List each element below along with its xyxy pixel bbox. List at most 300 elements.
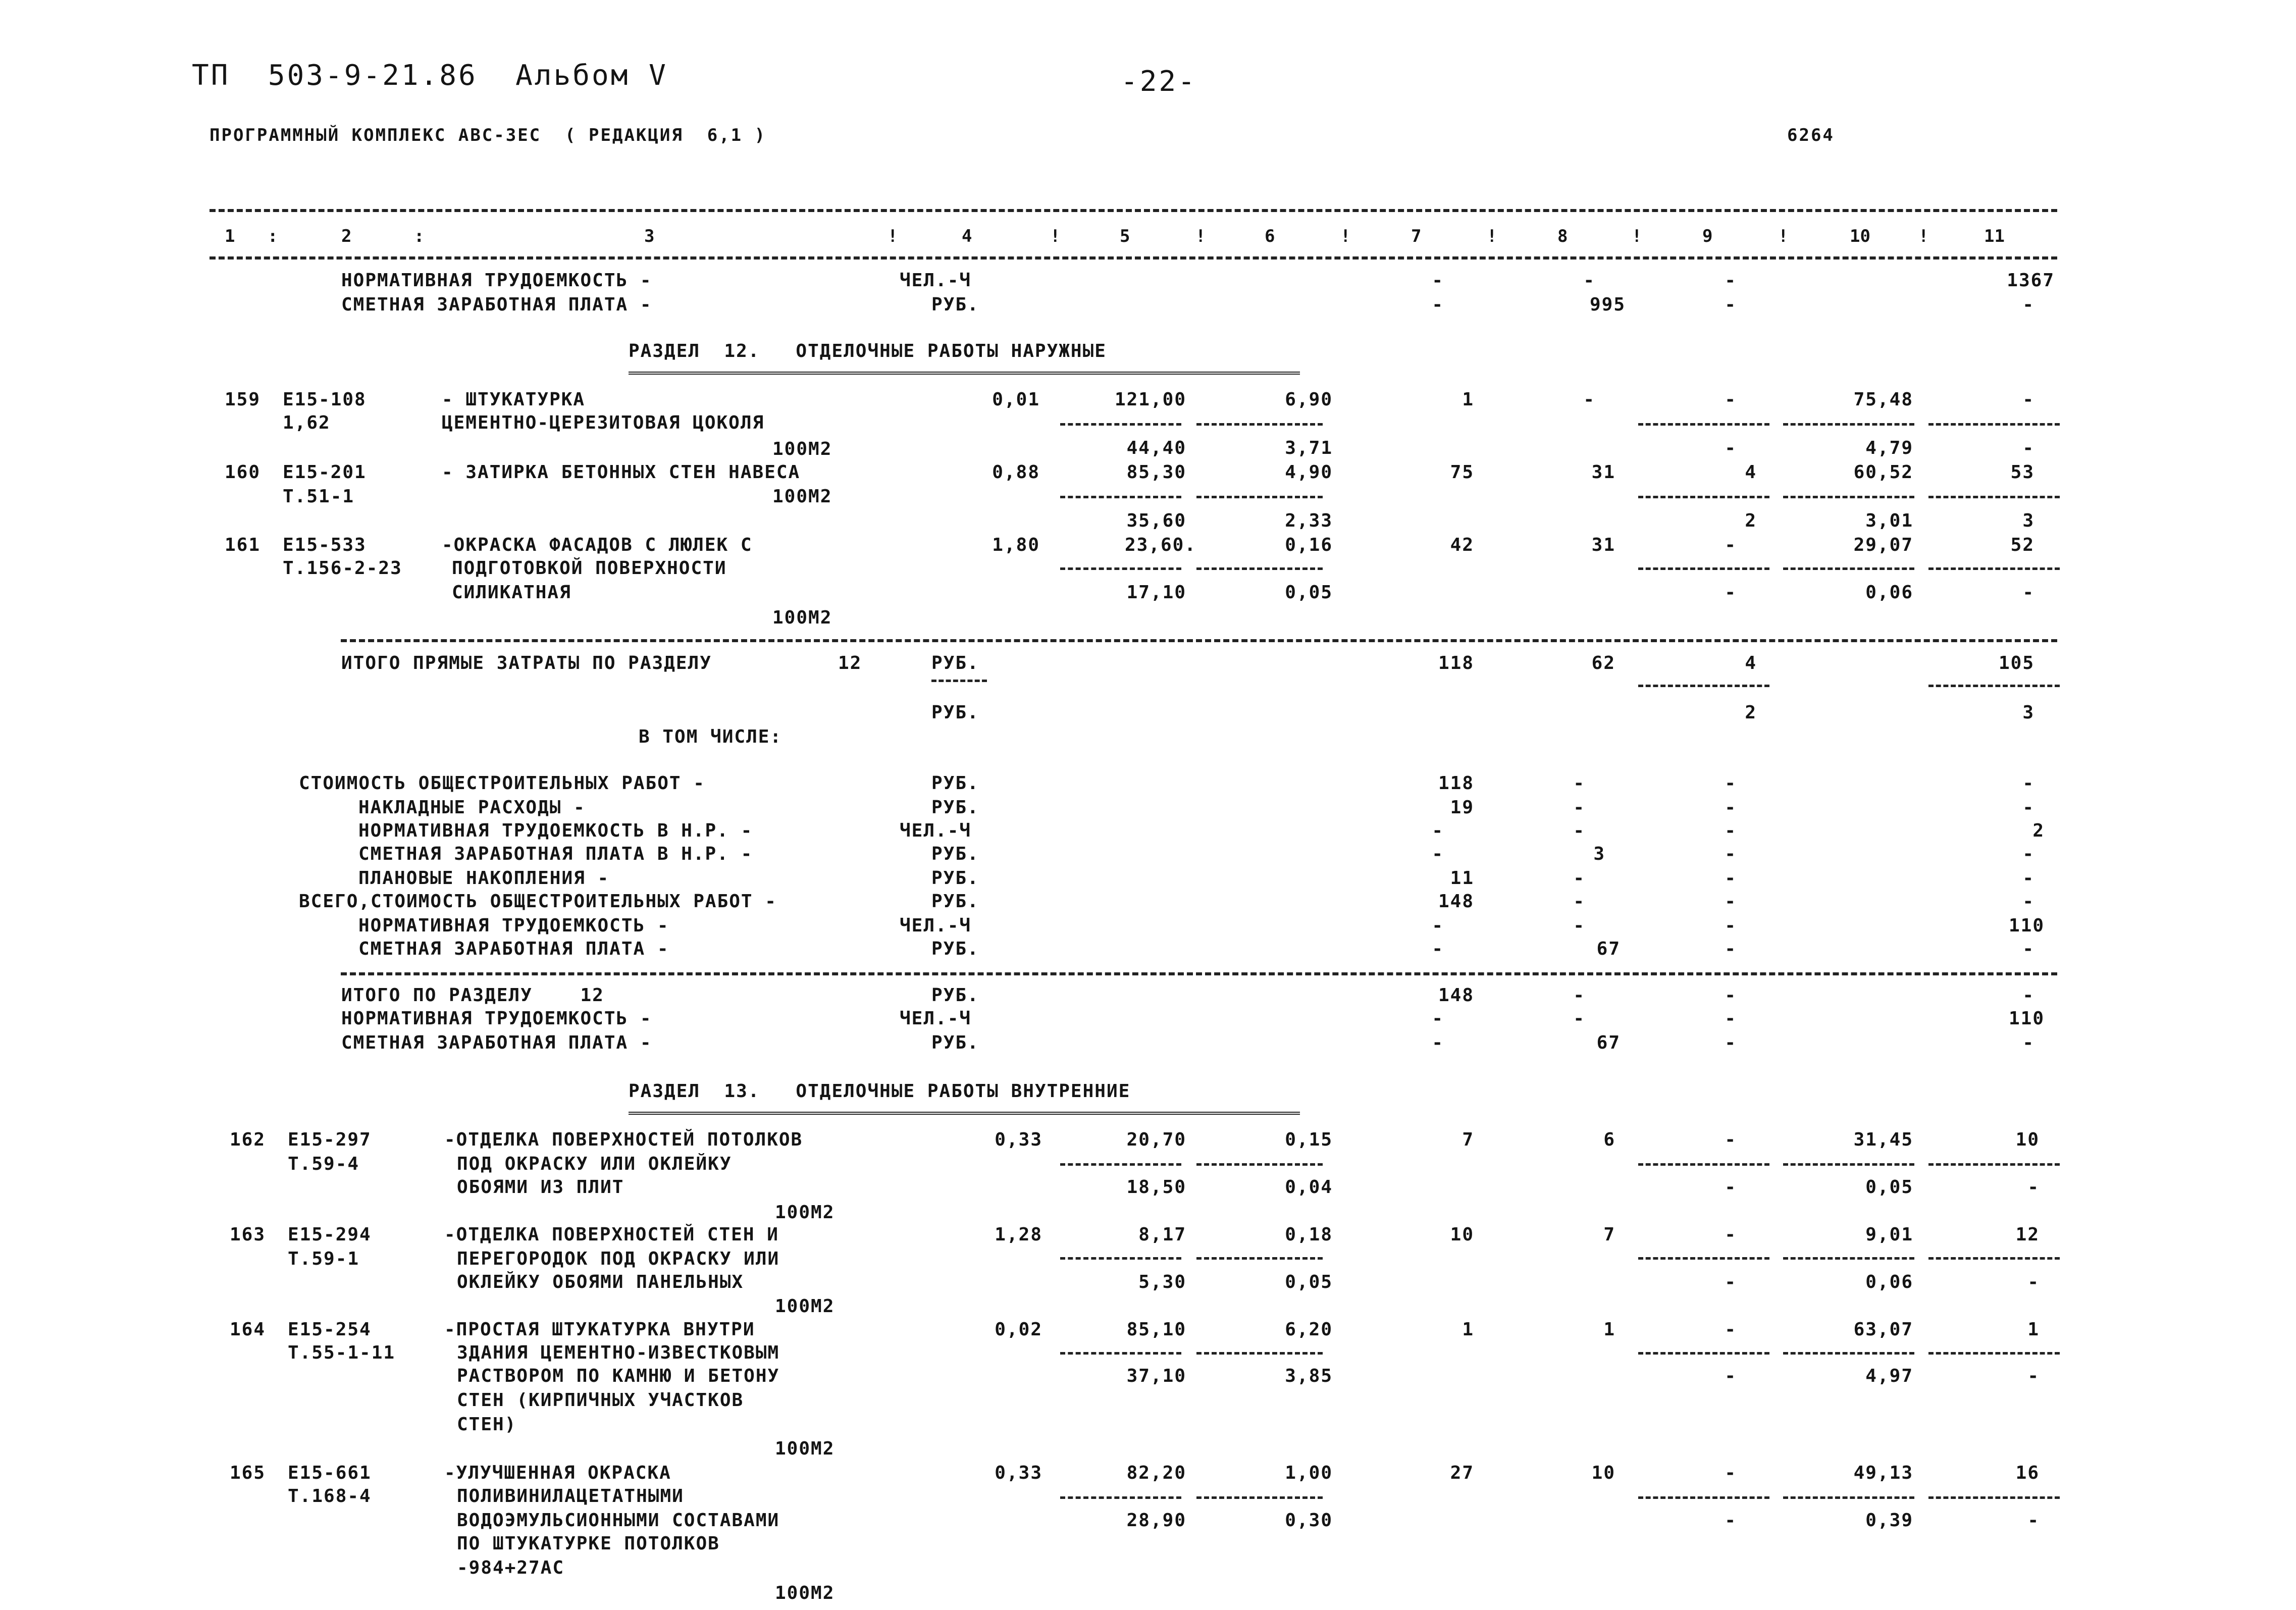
subtotal-rule	[1638, 423, 1769, 426]
cell-wage-machine-total: -	[1725, 1366, 1737, 1386]
breakdown-value: -	[2022, 844, 2034, 864]
row-description: ПО ШТУКАТУРКЕ ПОТОЛКОВ	[457, 1533, 720, 1554]
subtotal-rule	[1196, 1352, 1323, 1355]
breakdown-value: 2	[2032, 820, 2045, 841]
cell-labor-machine-total: -	[2027, 1272, 2040, 1292]
subtotal-rule	[1783, 1496, 1914, 1499]
cell-quantity: 0,33	[995, 1463, 1042, 1483]
cell-labor-machine-total: -	[2027, 1510, 2040, 1531]
cell-total-machine: -	[1725, 1129, 1737, 1150]
cell-quantity: 0,33	[995, 1129, 1042, 1150]
breakdown-value: 19	[1450, 797, 1474, 818]
cell-labor-machine-total: -	[2027, 1177, 2040, 1198]
row-unit: 100М2	[772, 607, 832, 628]
cell-labor-machine: 3,01	[1865, 510, 1913, 531]
row-description: - ШТУКАТУРКА	[442, 389, 586, 410]
cell-total-machine: -	[1725, 1319, 1737, 1340]
subtotal-rule	[1783, 496, 1914, 498]
cell-labor-total: 10	[2015, 1129, 2040, 1150]
column-separator: !	[1050, 226, 1061, 246]
row-description: ВОДОЭМУЛЬСИОННЫМИ СОСТАВАМИ	[457, 1510, 780, 1531]
subtotal-rule	[1638, 1163, 1769, 1166]
cell-unit-cost: 85,10	[1126, 1319, 1186, 1340]
breakdown-value: -	[1725, 939, 1737, 959]
header-rule-bottom	[210, 256, 2057, 259]
row-code-ref: 1,62	[283, 412, 331, 433]
total-value: -	[1725, 1032, 1737, 1053]
column-10: 10	[1850, 226, 1870, 246]
summary-label: СМЕТНАЯ ЗАРАБОТНАЯ ПЛАТА -	[341, 294, 652, 315]
direct-costs-unit: РУБ.	[931, 702, 979, 723]
cell-wage-machine-total: -	[1725, 438, 1737, 458]
breakdown-unit: РУБ.	[931, 844, 979, 864]
breakdown-label: НАКЛАДНЫЕ РАСХОДЫ -	[358, 797, 586, 818]
section-12-underline	[629, 372, 1300, 375]
subtotal-rule	[1060, 496, 1181, 498]
subtotal-rule	[1196, 1257, 1323, 1260]
unit-rule	[931, 680, 987, 682]
cell-wage: 37,10	[1126, 1366, 1186, 1386]
cell-unit-cost-machine: 6,90	[1285, 389, 1333, 410]
subtotal-rule	[1196, 1163, 1323, 1166]
cell-wage: 44,40	[1126, 438, 1186, 458]
subtotal-rule	[1060, 423, 1181, 426]
row-code: Е15-108	[283, 389, 367, 410]
column-separator: !	[1340, 226, 1351, 246]
breakdown-unit: РУБ.	[931, 891, 979, 912]
summary-value: 995	[1589, 294, 1626, 315]
column-separator: !	[1918, 226, 1929, 246]
column-4: 4	[962, 226, 972, 246]
subtotal-rule	[1928, 685, 2060, 687]
breakdown-value: -	[1725, 891, 1737, 912]
cell-labor-machine: 4,79	[1865, 438, 1913, 458]
column-separator: !	[1195, 226, 1206, 246]
cell-unit-cost: 8,17	[1138, 1224, 1186, 1245]
cell-wage: 35,60	[1126, 510, 1186, 531]
cell-labor-machine: 0,06	[1865, 582, 1913, 603]
breakdown-value: -	[2022, 773, 2034, 794]
cell-total-machine: -	[1725, 535, 1737, 555]
breakdown-unit: РУБ.	[931, 773, 979, 794]
section-12-title: РАЗДЕЛ 12. ОТДЕЛОЧНЫЕ РАБОТЫ НАРУЖНЫЕ	[629, 341, 1107, 361]
row-code: Е15-294	[288, 1224, 372, 1245]
page-number: -22-	[1121, 65, 1197, 98]
cell-wage-machine: 0,05	[1285, 1272, 1333, 1292]
breakdown-unit: ЧЕЛ.-Ч	[900, 820, 972, 841]
cell-wage: 5,30	[1138, 1272, 1186, 1292]
breakdown-value: 110	[2008, 915, 2045, 936]
direct-costs-rule	[341, 639, 2057, 642]
cell-labor-total: 1	[2027, 1319, 2040, 1340]
subtotal-rule	[1196, 1496, 1323, 1499]
breakdown-label: НОРМАТИВНАЯ ТРУДОЕМКОСТЬ -	[358, 915, 669, 936]
breakdown-value: -	[1573, 915, 1585, 936]
subtotal-rule	[1928, 423, 2060, 426]
row-code-ref: Т.59-1	[288, 1249, 360, 1269]
cell-labor-total: 52	[2010, 535, 2034, 555]
total-value: -	[1573, 1008, 1585, 1029]
row-number: 162	[230, 1129, 266, 1150]
cell-labor-machine: 0,05	[1865, 1177, 1913, 1198]
cell-labor: 60,52	[1853, 462, 1913, 483]
row-number: 159	[225, 389, 261, 410]
section-13-underline	[629, 1112, 1300, 1115]
program-code: 6264	[1787, 125, 1835, 145]
cell-wage-machine-total: -	[1725, 1177, 1737, 1198]
breakdown-unit: ЧЕЛ.-Ч	[900, 915, 972, 936]
cell-total-machine: -	[1725, 1224, 1737, 1245]
breakdown-label: ВСЕГО,СТОИМОСТЬ ОБЩЕСТРОИТЕЛЬНЫХ РАБОТ -	[299, 891, 777, 912]
row-description: -984+27АС	[457, 1557, 565, 1578]
breakdown-unit: РУБ.	[931, 868, 979, 889]
row-code-ref: Т.51-1	[283, 486, 355, 507]
column-5: 5	[1120, 226, 1130, 246]
total-value: 110	[2008, 1008, 2045, 1029]
row-number: 160	[225, 462, 261, 483]
total-value: -	[1432, 1008, 1444, 1029]
column-separator: !	[1778, 226, 1789, 246]
cell-unit-cost-machine: 0,15	[1285, 1129, 1333, 1150]
total-unit: РУБ.	[931, 985, 979, 1006]
cell-unit-cost-machine: 0,18	[1285, 1224, 1333, 1245]
breakdown-unit: РУБ.	[931, 797, 979, 818]
column-separator: !	[888, 226, 898, 246]
breakdown-value: 118	[1438, 773, 1474, 794]
cell-labor-machine-total: -	[2022, 582, 2034, 603]
summary-label: НОРМАТИВНАЯ ТРУДОЕМКОСТЬ -	[341, 270, 652, 291]
cell-wage-machine: 0,05	[1285, 582, 1333, 603]
breakdown-value: -	[1725, 844, 1737, 864]
subtotal-rule	[1060, 567, 1181, 570]
cell-labor: 31,45	[1853, 1129, 1913, 1150]
row-description: - ЗАТИРКА БЕТОННЫХ СТЕН НАВЕСА	[442, 462, 801, 483]
cell-total: 75	[1450, 462, 1474, 483]
breakdown-value: 3	[1593, 844, 1605, 864]
cell-total-wage: 10	[1591, 1463, 1615, 1483]
subtotal-rule	[1638, 567, 1769, 570]
breakdown-value: -	[1725, 915, 1737, 936]
breakdown-value: 148	[1438, 891, 1474, 912]
subtotal-rule	[1196, 496, 1323, 498]
subtotal-rule	[1928, 1257, 2060, 1260]
row-description: ОКЛЕЙКУ ОБОЯМИ ПАНЕЛЬНЫХ	[457, 1272, 744, 1292]
cell-labor-total: 12	[2015, 1224, 2040, 1245]
cell-total-wage: 7	[1603, 1224, 1615, 1245]
column-7: 7	[1411, 226, 1422, 246]
cell-labor-total: 16	[2015, 1463, 2040, 1483]
row-description: ПЕРЕГОРОДОК ПОД ОКРАСКУ ИЛИ	[457, 1249, 780, 1269]
cell-wage-machine: 3,85	[1285, 1366, 1333, 1386]
total-label: ИТОГО ПО РАЗДЕЛУ 12	[341, 985, 604, 1006]
breakdown-value: -	[1725, 820, 1737, 841]
cell-wage-machine: 0,30	[1285, 1510, 1333, 1531]
column-8: 8	[1557, 226, 1568, 246]
cell-unit-cost: 85,30	[1126, 462, 1186, 483]
subtotal-rule	[1783, 1352, 1914, 1355]
subtotal-rule	[1196, 423, 1323, 426]
row-code: Е15-297	[288, 1129, 372, 1150]
row-unit: 100М2	[775, 1583, 835, 1603]
program-title: ПРОГРАММНЫЙ КОМПЛЕКС АВС-3ЕС ( РЕДАКЦИЯ 6,1 )	[210, 125, 767, 145]
header-rule-top	[210, 209, 2057, 212]
breakdown-value: -	[2022, 797, 2034, 818]
breakdown-value: -	[1432, 939, 1444, 959]
direct-machine-wage: 2	[1745, 702, 1757, 723]
row-code-ref: Т.168-4	[288, 1486, 372, 1507]
row-code: Е15-254	[288, 1319, 372, 1340]
column-separator: !	[1632, 226, 1642, 246]
summary-unit: РУБ.	[931, 294, 979, 315]
total-value: 148	[1438, 985, 1474, 1006]
breakdown-value: -	[1432, 915, 1444, 936]
cell-labor: 75,48	[1853, 389, 1913, 410]
cell-quantity: 1,28	[995, 1224, 1042, 1245]
cell-unit-cost: 121,00	[1114, 389, 1186, 410]
cell-total: 27	[1450, 1463, 1474, 1483]
row-description: ПОЛИВИНИЛАЦЕТАТНЫМИ	[457, 1486, 684, 1507]
row-unit: 100М2	[775, 1296, 835, 1317]
cell-quantity: 0,88	[992, 462, 1040, 483]
row-unit: 100М2	[775, 1438, 835, 1459]
cell-total: 7	[1462, 1129, 1474, 1150]
row-number: 163	[230, 1224, 266, 1245]
total-value: -	[1573, 985, 1585, 1006]
row-code-ref: Т.156-2-23	[283, 558, 402, 579]
cell-labor-total: -	[2022, 389, 2034, 410]
cell-labor-machine: 0,39	[1865, 1510, 1913, 1531]
subtotal-rule	[1638, 1352, 1769, 1355]
total-label: НОРМАТИВНАЯ ТРУДОЕМКОСТЬ -	[341, 1008, 652, 1029]
column-separator: :	[268, 226, 278, 246]
row-description: ОБОЯМИ ИЗ ПЛИТ	[457, 1177, 624, 1198]
subtotal-rule	[1928, 1496, 2060, 1499]
row-number: 161	[225, 535, 261, 555]
column-11: 11	[1984, 226, 2005, 246]
cell-wage-machine-total: -	[1725, 1510, 1737, 1531]
row-description: РАСТВОРОМ ПО КАМНЮ И БЕТОНУ	[457, 1366, 780, 1386]
summary-value: -	[1432, 270, 1444, 291]
direct-wage: 62	[1591, 653, 1615, 673]
cell-total-wage: 31	[1591, 462, 1615, 483]
breakdown-value: -	[2022, 868, 2034, 889]
cell-labor-total: 53	[2010, 462, 2034, 483]
cell-wage-machine: 0,04	[1285, 1177, 1333, 1198]
breakdown-label: НОРМАТИВНАЯ ТРУДОЕМКОСТЬ В Н.Р. -	[358, 820, 753, 841]
row-description: -ОКРАСКА ФАСАДОВ С ЛЮЛЕК С	[442, 535, 753, 555]
cell-total-machine: -	[1725, 389, 1737, 410]
cell-total-machine: -	[1725, 1463, 1737, 1483]
column-1: 1	[225, 226, 235, 246]
row-code: Е15-661	[288, 1463, 372, 1483]
subtotal-rule	[1060, 1163, 1181, 1166]
row-description: СТЕН (КИРПИЧНЫХ УЧАСТКОВ	[457, 1390, 744, 1411]
cell-total: 10	[1450, 1224, 1474, 1245]
cell-unit-cost-machine: 0,16	[1285, 535, 1333, 555]
row-unit: 100М2	[775, 1202, 835, 1223]
cell-labor: 29,07	[1853, 535, 1913, 555]
column-3: 3	[644, 226, 655, 246]
total-label: СМЕТНАЯ ЗАРАБОТНАЯ ПЛАТА -	[341, 1032, 652, 1053]
section-total-rule	[341, 972, 2057, 975]
row-description: ПОДГОТОВКОЙ ПОВЕРХНОСТИ	[452, 558, 727, 579]
subtotal-rule	[1783, 1163, 1914, 1166]
row-code-ref: Т.59-4	[288, 1154, 360, 1174]
row-description: СИЛИКАТНАЯ	[452, 582, 571, 603]
column-9: 9	[1702, 226, 1713, 246]
row-unit: 100М2	[772, 439, 832, 459]
breakdown-value: 11	[1450, 868, 1474, 889]
row-description: ЗДАНИЯ ЦЕМЕНТНО-ИЗВЕСТКОВЫМ	[457, 1342, 780, 1363]
row-description: ЦЕМЕНТНО-ЦЕРЕЗИТОВАЯ ЦОКОЛЯ	[442, 412, 765, 433]
row-number: 165	[230, 1463, 266, 1483]
cell-labor: 63,07	[1853, 1319, 1913, 1340]
breakdown-label: СТОИМОСТЬ ОБЩЕСТРОИТЕЛЬНЫХ РАБОТ -	[299, 773, 705, 794]
breakdown-value: -	[1725, 773, 1737, 794]
breakdown-value: -	[1432, 844, 1444, 864]
breakdown-value: -	[1725, 797, 1737, 818]
cell-total: 42	[1450, 535, 1474, 555]
subtotal-rule	[1638, 685, 1769, 687]
summary-value: -	[1725, 270, 1737, 291]
column-separator: !	[1487, 226, 1497, 246]
subtotal-rule	[1638, 1496, 1769, 1499]
total-value: -	[2022, 985, 2034, 1006]
total-value: 67	[1596, 1032, 1621, 1053]
cell-unit-cost: 82,20	[1126, 1463, 1186, 1483]
row-description: -ОТДЕЛКА ПОВЕРХНОСТЕЙ ПОТОЛКОВ	[444, 1129, 803, 1150]
cell-labor-machine-total: -	[2027, 1366, 2040, 1386]
subtotal-rule	[1928, 496, 2060, 498]
total-unit: РУБ.	[931, 1032, 979, 1053]
cell-quantity: 1,80	[992, 535, 1040, 555]
total-unit: ЧЕЛ.-Ч	[900, 1008, 972, 1029]
cell-wage: 17,10	[1126, 582, 1186, 603]
cell-labor-machine-total: 3	[2022, 510, 2034, 531]
row-unit: 100М2	[772, 486, 832, 507]
row-description: СТЕН)	[457, 1414, 517, 1435]
breakdown-value: 67	[1596, 939, 1621, 959]
direct-costs-unit: РУБ.	[931, 653, 979, 673]
cell-total-wage: 1	[1603, 1319, 1615, 1340]
breakdown-value: -	[1573, 773, 1585, 794]
column-separator: :	[414, 226, 425, 246]
column-6: 6	[1265, 226, 1275, 246]
row-description: -ОТДЕЛКА ПОВЕРХНОСТЕЙ СТЕН И	[444, 1224, 779, 1245]
subtotal-rule	[1928, 1352, 2060, 1355]
cell-total-wage: -	[1583, 389, 1595, 410]
breakdown-value: -	[2022, 891, 2034, 912]
row-code: Е15-201	[283, 462, 367, 483]
direct-labor: 105	[1998, 653, 2034, 673]
breakdown-value: -	[1573, 868, 1585, 889]
row-number: 164	[230, 1319, 266, 1340]
cell-quantity: 0,01	[992, 389, 1040, 410]
breakdown-value: -	[1432, 820, 1444, 841]
summary-unit: ЧЕЛ.-Ч	[900, 270, 972, 291]
breakdown-label: СМЕТНАЯ ЗАРАБОТНАЯ ПЛАТА В Н.Р. -	[358, 844, 753, 864]
cell-wage-machine: 3,71	[1285, 438, 1333, 458]
cell-total-machine: 4	[1745, 462, 1757, 483]
cell-labor: 49,13	[1853, 1463, 1913, 1483]
summary-value: -	[1725, 294, 1737, 315]
breakdown-value: -	[1725, 868, 1737, 889]
summary-value: 1367	[2007, 270, 2055, 291]
summary-value: -	[1583, 270, 1595, 291]
breakdown-value: -	[2022, 939, 2034, 959]
row-description: -УЛУЧШЕННАЯ ОКРАСКА	[444, 1463, 671, 1483]
cell-wage-machine-total: 2	[1745, 510, 1757, 531]
cell-wage-machine-total: -	[1725, 1272, 1737, 1292]
cell-total: 1	[1462, 389, 1474, 410]
total-value: -	[2022, 1032, 2034, 1053]
breakdown-label: СМЕТНАЯ ЗАРАБОТНАЯ ПЛАТА -	[358, 939, 669, 959]
subtotal-rule	[1783, 1257, 1914, 1260]
summary-value: -	[2022, 294, 2034, 315]
cell-unit-cost-machine: 1,00	[1285, 1463, 1333, 1483]
cell-quantity: 0,02	[995, 1319, 1042, 1340]
document-code: ТП 503-9-21.86 Альбом V	[192, 59, 668, 92]
subtotal-rule	[1060, 1352, 1181, 1355]
direct-machine: 4	[1745, 653, 1757, 673]
breakdown-value: -	[1573, 820, 1585, 841]
cell-total-wage: 31	[1591, 535, 1615, 555]
cell-unit-cost: 20,70	[1126, 1129, 1186, 1150]
total-value: -	[1725, 985, 1737, 1006]
column-2: 2	[341, 226, 352, 246]
cell-unit-cost-machine: 4,90	[1285, 462, 1333, 483]
subtotal-rule	[1638, 1257, 1769, 1260]
total-value: -	[1725, 1008, 1737, 1029]
cell-labor: 9,01	[1865, 1224, 1913, 1245]
direct-costs-section: 12	[838, 653, 862, 673]
breakdown-value: -	[1573, 891, 1585, 912]
breakdown-unit: РУБ.	[931, 939, 979, 959]
row-description: -ПРОСТАЯ ШТУКАТУРКА ВНУТРИ	[444, 1319, 755, 1340]
cell-total: 1	[1462, 1319, 1474, 1340]
cell-labor-machine-total: -	[2022, 438, 2034, 458]
breakdown-value: -	[1573, 797, 1585, 818]
cell-labor-machine: 4,97	[1865, 1366, 1913, 1386]
row-code: Е15-533	[283, 535, 367, 555]
cell-total-wage: 6	[1603, 1129, 1615, 1150]
summary-value: -	[1432, 294, 1444, 315]
cell-wage-machine-total: -	[1725, 582, 1737, 603]
subtotal-rule	[1783, 423, 1914, 426]
cell-wage-machine: 2,33	[1285, 510, 1333, 531]
subtotal-rule	[1783, 567, 1914, 570]
subtotal-rule	[1638, 496, 1769, 498]
row-description: ПОД ОКРАСКУ ИЛИ ОКЛЕЙКУ	[457, 1154, 732, 1174]
direct-labor-machine: 3	[2022, 702, 2034, 723]
section-13-title: РАЗДЕЛ 13. ОТДЕЛОЧНЫЕ РАБОТЫ ВНУТРЕННИЕ	[629, 1081, 1131, 1102]
direct-costs-label: ИТОГО ПРЯМЫЕ ЗАТРАТЫ ПО РАЗДЕЛУ	[341, 653, 712, 673]
row-code-ref: Т.55-1-11	[288, 1342, 396, 1363]
cell-unit-cost-machine: 6,20	[1285, 1319, 1333, 1340]
total-value: -	[1432, 1032, 1444, 1053]
subtotal-rule	[1060, 1257, 1181, 1260]
cell-unit-cost: 23,60.	[1124, 535, 1196, 555]
subtotal-rule	[1928, 1163, 2060, 1166]
cell-wage: 28,90	[1126, 1510, 1186, 1531]
subtotal-rule	[1060, 1496, 1181, 1499]
subtotal-rule	[1196, 567, 1323, 570]
cell-wage: 18,50	[1126, 1177, 1186, 1198]
subtotal-rule	[1928, 567, 2060, 570]
cell-labor-machine: 0,06	[1865, 1272, 1913, 1292]
including-label: В ТОМ ЧИСЛЕ:	[639, 726, 782, 747]
direct-total: 118	[1438, 653, 1474, 673]
